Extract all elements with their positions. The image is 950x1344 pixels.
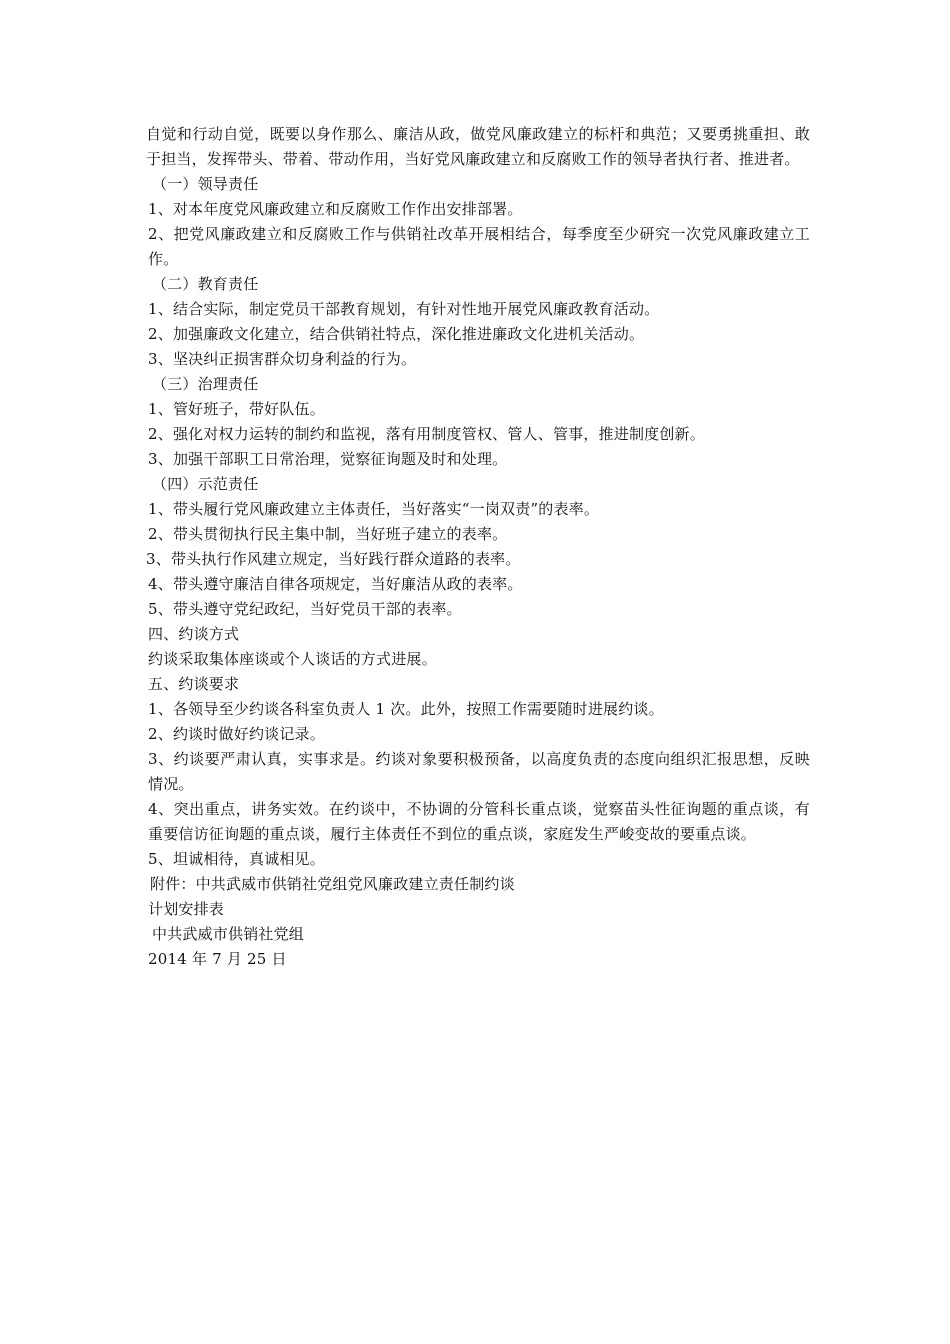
list-item: 4、带头遵守廉洁自律各项规定，当好廉洁从政的表率。 [148,575,523,593]
list-item: 1、各领导至少约谈各科室负责人 1 次。此外，按照工作需要随时进展约谈。 [148,700,664,718]
signature-organization: 中共武威市供销社党组 [152,925,305,943]
list-item: 3、带头执行作风建立规定，当好践行群众道路的表率。 [146,550,521,568]
section-heading-method: 四、约谈方式 [148,625,240,643]
list-item: 1、结合实际，制定党员干部教育规划，有针对性地开展党风廉政教育活动。 [148,300,660,318]
document-body [146,122,810,972]
list-item: 2、加强廉政文化建立，结合供销社特点，深化推进廉政文化进机关活动。 [148,325,645,343]
section-heading-leadership: （一）领导责任 [152,175,259,193]
paragraph-method: 约谈采取集体座谈或个人谈话的方式进展。 [148,650,437,668]
list-item: 1、带头履行党风廉政建立主体责任，当好落实“一岗双责”的表率。 [148,500,600,518]
section-heading-requirements: 五、约谈要求 [148,675,240,693]
section-heading-governance: （三）治理责任 [152,375,259,393]
list-item: 1、管好班子，带好队伍。 [148,400,325,418]
list-item: 3、坚决纠正损害群众切身利益的行为。 [148,350,417,368]
paragraph-intro: 自觉和行动自觉，既要以身作那么、廉洁从政，做党风廉政建立的标杆和典范；又要勇挑重担、敢于担当，发挥带头、带着、带动作用，当好党风廉政建立和反腐败工作的领导者执行者、推进者。 [146,125,810,168]
list-item: 3、约谈要严肃认真，实事求是。约谈对象要积极预备，以高度负责的态度向组织汇报思想，反映情况。 [148,750,810,793]
list-item: 4、突出重点，讲务实效。在约谈中，不协调的分管科长重点谈，觉察苗头性征询题的重点谈，有重要信访征询题的重点谈，履行主体责任不到位的重点谈，家庭发生严峻变故的要重点谈。 [148,800,810,843]
list-item: 2、带头贯彻执行民主集中制，当好班子建立的表率。 [148,525,508,543]
list-item: 2、强化对权力运转的制约和监视，落有用制度管权、管人、管事，推进制度创新。 [148,425,705,443]
section-heading-example: （四）示范责任 [152,475,259,493]
list-item: 3、加强干部职工日常治理，觉察征询题及时和处理。 [148,450,508,468]
list-item: 2、约谈时做好约谈记录。 [148,725,325,743]
attachment-note-continued: 计划安排表 [148,900,225,918]
list-item: 5、带头遵守党纪政纪，当好党员干部的表率。 [148,600,462,618]
list-item: 2、把党风廉政建立和反腐败工作与供销社改革开展相结合，每季度至少研究一次党风廉政建立工作。 [148,225,810,268]
attachment-note: 附件：中共武威市供销社党组党风廉政建立责任制约谈 [150,875,515,893]
section-heading-education: （二）教育责任 [152,275,259,293]
list-item: 5、坦诚相待，真诚相见。 [148,850,325,868]
list-item: 1、对本年度党风廉政建立和反腐败工作作出安排部署。 [148,200,523,218]
signature-date: 2014 年 7 月 25 日 [148,950,287,968]
